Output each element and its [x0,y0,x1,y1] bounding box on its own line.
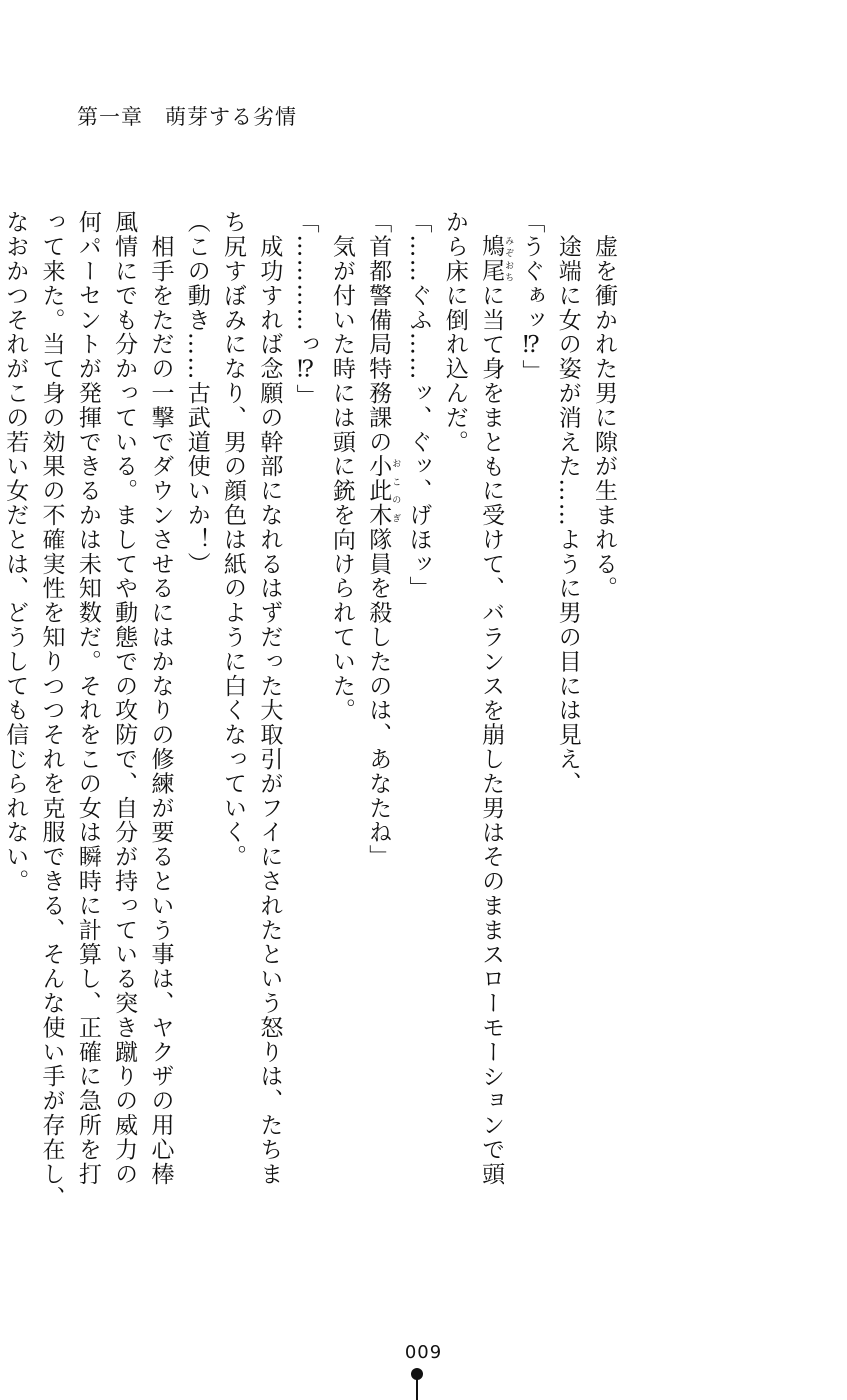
text-line: 風情にでも分かっている。ましてや動態での攻防で、自分が持っている突き蹴りの威力の [111,210,138,1186]
text-line: 成功すれば念願の幹部になれるはずだった大取引がフイにされたという怒りは、たちま [256,234,283,1187]
text-line: 「首都警備局特務課の小此木 おこのぎ隊員を殺したのは、あなたね」 [365,210,401,869]
text-line: （この動き……古武道使いか！） [183,210,210,576]
text-line: なおかつそれがこの若い女だとは、どうしても信じられない。 [2,210,29,894]
text-line: 相手をただの一撃でダウンさせるにはかなりの修練が要るという事は、ヤクザの用心棒 [147,234,174,1187]
ruby-annotation: 小此木 おこのぎ [365,454,401,528]
page-marker-icon [414,1368,420,1400]
text-line: 気が付いた時には頭に銃を向けられていた。 [328,234,355,723]
page-marker-line [416,1378,418,1400]
body-text [2,210,622,1211]
ruby-annotation: 鳩尾 みぞおち [478,234,514,284]
text-line: 何パーセントが発揮できるかは未知数だ。それをこの女は瞬時に計算し、正確に急所を打 [74,210,101,1186]
text-line: って来た。当て身の効果の不確実性を知りつつそれを克服できる、そんな使い手が存在し、 [38,210,65,1211]
text-line: ち尻すぼみになり、男の顔色は紙のように白くなっていく。 [220,210,247,869]
text-line: から床に倒れ込んだ。 [441,210,468,454]
text-line: 「うぐぁッ⁉」 [518,210,545,384]
page-number: 009 [404,1342,443,1363]
text-line: 虚を衝かれた男に隙が生まれる。 [591,234,617,601]
text-line: 「…………っ⁉」 [292,210,319,409]
text-line: 途端に女の姿が消えた……ように男の目には見え、 [554,234,581,796]
text-line: 「……ぐふ……ッ、ぐッ、げほッ」 [405,210,432,601]
chapter-title: 第一章 萌芽する劣情 [77,105,297,129]
text-line: 鳩尾 みぞおちに当て身をまともに受けて、バランスを崩した男はそのままスローモーションで頭 [478,234,514,1187]
